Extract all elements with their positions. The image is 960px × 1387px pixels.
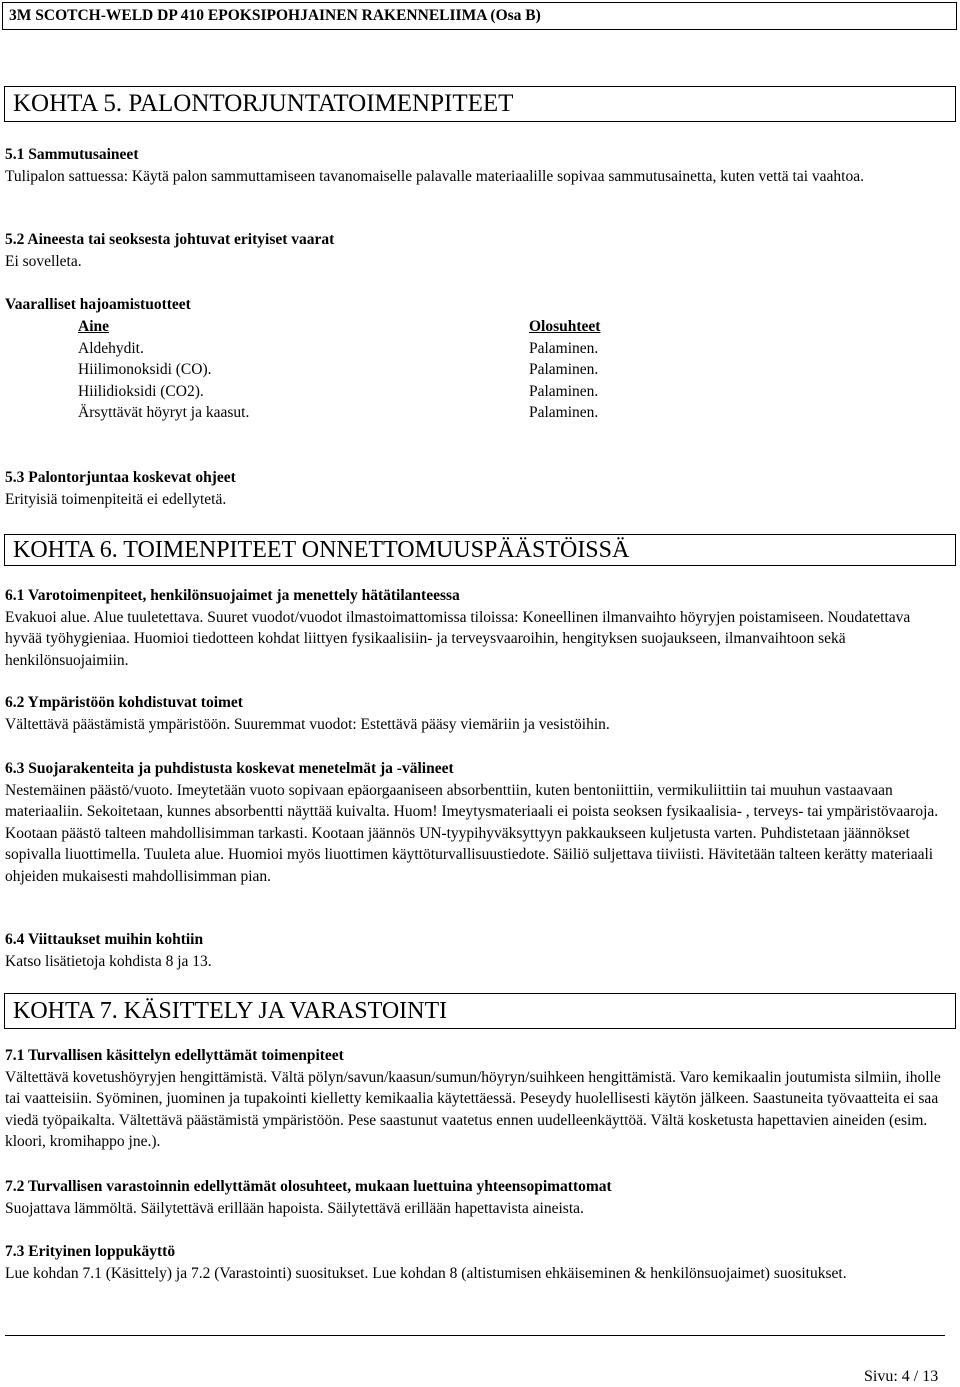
subsection-6-1-title: 6.1 Varotoimenpiteet, henkilönsuojaimet ja menettely hätätilanteessa [5, 587, 460, 604]
subsection-5-1-text: Tulipalon sattuessa: Käytä palon sammuttamiseen tavanomaiselle palavalle materiaalille sopivaa sammutusainetta, kuten vettä tai vaahtoa. [5, 167, 864, 185]
table-cell-substance: Hiilidioksidi (CO2). [78, 382, 204, 400]
subsection-5-3-title: 5.3 Palontorjuntaa koskevat ohjeet [5, 469, 236, 486]
hazard-products-heading: Vaaralliset hajoamistuotteet [5, 296, 191, 313]
table-cell-substance: Aldehydit. [78, 339, 144, 357]
subsection-7-2-text: Suojattava lämmöltä. Säilytettävä erillään hapoista. Säilytettävä erillään hapettavista aineista. [5, 1199, 584, 1217]
subsection-5-3-text: Erityisiä toimenpiteitä ei edellytetä. [5, 490, 227, 508]
subsection-6-4-title: 6.4 Viittaukset muihin kohtiin [5, 931, 204, 948]
table-header-conditions: Olosuhteet [529, 318, 601, 335]
table-cell-condition: Palaminen. [529, 404, 599, 421]
section-7-title: KOHTA 7. KÄSITTELY JA VARASTOINTI [4, 993, 956, 1029]
subsection-7-3-text: Lue kohdan 7.1 (Käsittely) ja 7.2 (Varastointi) suositukset. Lue kohdan 8 (altistumisen ehkäiseminen & henkilönsuojaimet) suositukset. [5, 1264, 847, 1282]
subsection-6-1-text: Evakuoi alue. Alue tuuletettava. Suuret vuodot/vuodot ilmastoimattomissa tiloissa: Koneellinen ilmanvaihto höyryjen poistamiseen. Noudatettava hyvää työhygieniaa. Huomioi tiedotteen kohdat liittyen fysikaalisiin- ja terveysvaaroihin, hengityksen suojaukseen, ilmanvaihtoon sekä henkilönsuojaimiin. [5, 608, 911, 669]
footer-divider [5, 1335, 945, 1336]
subsection-7-3-title: 7.3 Erityinen loppukäyttö [5, 1243, 176, 1260]
subsection-7-2 [5, 1176, 950, 1219]
subsection-6-1 [5, 585, 950, 671]
subsection-6-3-title: 6.3 Suojarakenteita ja puhdistusta koskevat menetelmät ja -välineet [5, 760, 454, 777]
subsection-7-1-text: Vältettävä kovetushöyryjen hengittämistä. Vältä pölyn/savun/kaasun/sumun/höyryn/suihkeen hengittämistä. Varo kemikaalin joutumista silmiin, iholle tai vaatteisiin. Syöminen, juominen ja tupakointi kielletty kemikaalia käytettäessä. Peseydy huolellisesti käytön jälkeen. Saastuneita työvaatteita ei saa viedä työpaikalta. Vältettävä päästämistä ympäristöön. Pese saastunut vaatetus ennen uudelleenkäyttöä. Vältä kosketusta hapettavien aineiden (esim. kloori, kromihappo jne.). [5, 1068, 941, 1150]
subsection-6-4-text: Katso lisätietoja kohdista 8 ja 13. [5, 952, 212, 970]
document-header: 3M SCOTCH-WELD DP 410 EPOKSIPOHJAINEN RAKENNELIIMA (Osa B) [2, 2, 957, 30]
hazard-table-substance-column [78, 316, 249, 424]
subsection-5-1 [5, 144, 950, 187]
subsection-5-1-title: 5.1 Sammutusaineet [5, 146, 139, 163]
table-cell-condition: Palaminen. [529, 339, 599, 357]
subsection-5-2 [5, 229, 950, 272]
subsection-5-3 [5, 467, 950, 510]
subsection-6-3 [5, 758, 950, 887]
subsection-7-3 [5, 1241, 950, 1284]
table-cell-condition: Palaminen. [529, 382, 599, 400]
subsection-7-1 [5, 1045, 950, 1153]
table-cell-substance: Ärsyttävät höyryt ja kaasut. [78, 404, 250, 421]
subsection-6-2 [5, 692, 950, 735]
hazard-table-conditions-column [529, 316, 600, 424]
subsection-6-2-text: Vältettävä päästämistä ympäristöön. Suuremmat vuodot: Estettävä pääsy viemäriin ja vesistöihin. [5, 715, 610, 733]
subsection-6-4 [5, 929, 950, 972]
subsection-6-2-title: 6.2 Ympäristöön kohdistuvat toimet [5, 694, 243, 711]
hazard-products-title [5, 294, 950, 316]
subsection-5-2-title: 5.2 Aineesta tai seoksesta johtuvat erityiset vaarat [5, 231, 335, 248]
subsection-7-1-title: 7.1 Turvallisen käsittelyn edellyttämät toimenpiteet [5, 1047, 344, 1064]
table-cell-substance: Hiilimonoksidi (CO). [78, 361, 212, 378]
page-number: Sivu: 4 / 13 [864, 1368, 939, 1385]
section-6-title: KOHTA 6. TOIMENPITEET ONNETTOMUUSPÄÄSTÖISSÄ [4, 534, 956, 566]
table-header-substance: Aine [78, 318, 109, 335]
subsection-7-2-title: 7.2 Turvallisen varastoinnin edellyttämät olosuhteet, mukaan luettuina yhteensopimattomat [5, 1178, 612, 1195]
subsection-5-2-text: Ei sovelleta. [5, 252, 82, 270]
subsection-6-3-text: Nestemäinen päästö/vuoto. Imeytetään vuoto sopivaan epäorgaaniseen absorbenttiin, kuten bentoniittiin, vermikuliittiin tai muuhun vastaavaan materiaaliin. Sekoitetaan, kunnes absorbentti näyttää kuivalta. Huom! Imeytysmateriaali ei poista seoksen fysikaalisia- , terveys- tai ympäristövaaroja. Kootaan päästö talteen mahdollisimman tarkasti. Kootaan jäännös UN-tyypihyväksyttyyn pakkaukseen kuljetusta varten. Puhdistetaan jäännökset sopivalla liuottimella. Tuuleta alue. Huomioi myös liuottimen käyttöturvallisuustiedote. Säiliö suljettava tiiviisti. Hävitetään talteen kerätty materiaali ohjeiden mukaisesti mahdollisimman pian. [5, 781, 939, 885]
table-cell-condition: Palaminen. [529, 361, 599, 378]
section-5-title: KOHTA 5. PALONTORJUNTATOIMENPITEET [4, 86, 956, 122]
